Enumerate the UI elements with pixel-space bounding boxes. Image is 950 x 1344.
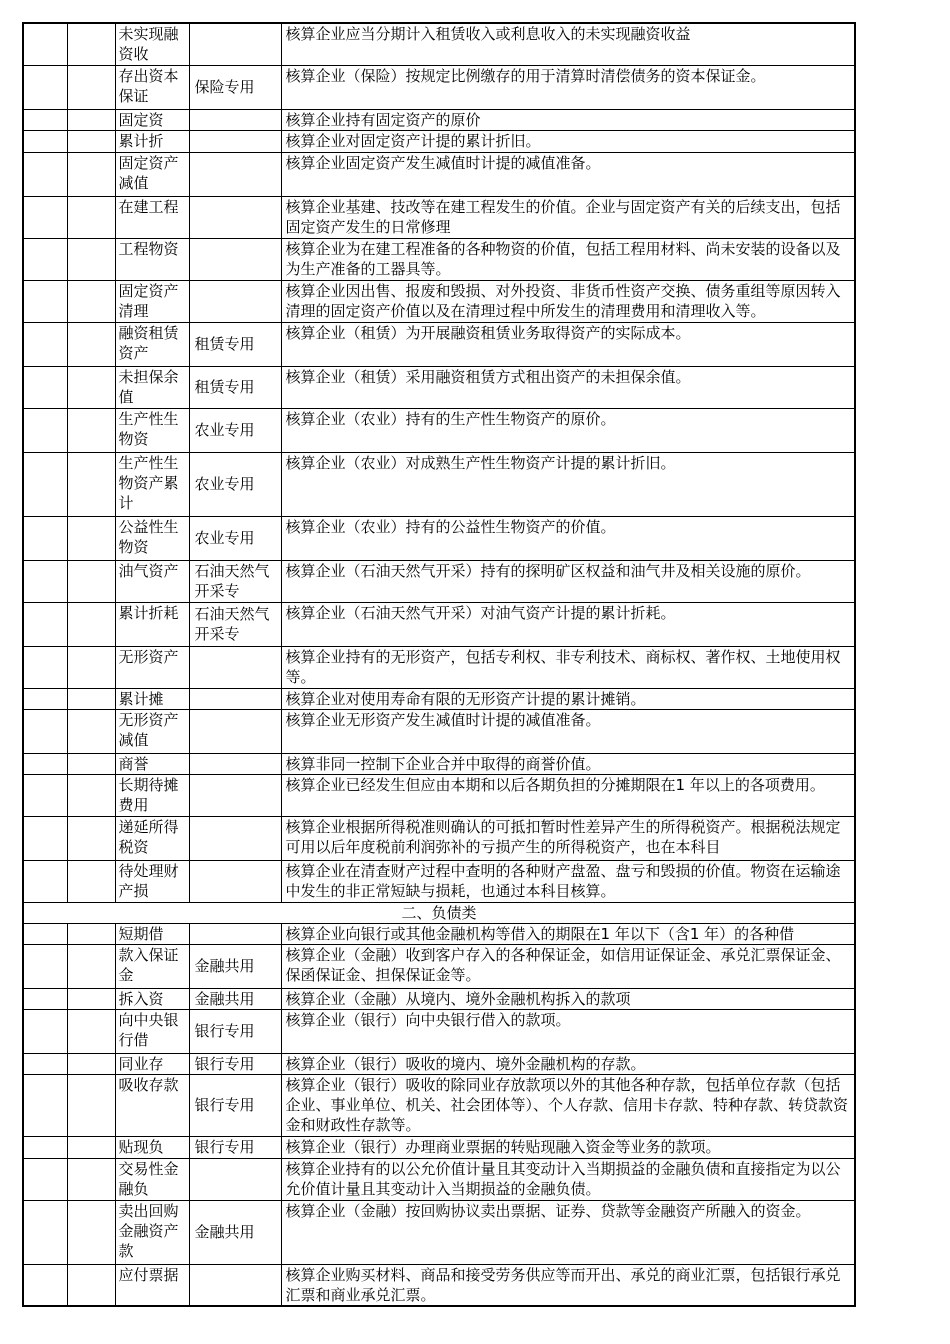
table-row: [23, 109, 855, 130]
asset-rows: [23, 23, 855, 902]
table-row: [23, 688, 855, 709]
account-name-cell: 递延所得税资: [115, 816, 189, 860]
table-row: [23, 23, 855, 65]
usage-note-cell: [189, 1264, 281, 1306]
empty-cell: [67, 923, 115, 944]
empty-cell: [23, 1200, 67, 1264]
table-row: [23, 1158, 855, 1200]
description-cell: 核算企业固定资产发生减值时计提的减值准备。: [281, 152, 855, 196]
table-row: [23, 944, 855, 988]
account-name-cell: 贴现负: [115, 1136, 189, 1158]
table-row: [23, 238, 855, 280]
usage-note-cell: [189, 923, 281, 944]
empty-cell: [23, 516, 67, 560]
table-row: [23, 774, 855, 816]
usage-note-cell: [189, 238, 281, 280]
description-cell: 核算企业（银行）办理商业票据的转贴现融入资金等业务的款项。: [281, 1136, 855, 1158]
empty-cell: [67, 860, 115, 902]
account-name-cell: 待处理财产损: [115, 860, 189, 902]
usage-note-cell: 银行专用: [189, 1053, 281, 1074]
table-row: [23, 988, 855, 1009]
empty-cell: [67, 753, 115, 774]
account-name-cell: 油气资产: [115, 560, 189, 602]
empty-cell: [23, 452, 67, 516]
empty-cell: [23, 130, 67, 152]
empty-cell: [23, 709, 67, 753]
description-cell: 核算企业无形资产发生减值时计提的减值准备。: [281, 709, 855, 753]
empty-cell: [67, 944, 115, 988]
account-name-cell: 同业存: [115, 1053, 189, 1074]
liability-rows: [23, 923, 855, 1306]
empty-cell: [67, 408, 115, 452]
account-name-cell: 累计摊: [115, 688, 189, 709]
description-cell: 核算企业持有固定资产的原价: [281, 109, 855, 130]
empty-cell: [67, 1053, 115, 1074]
empty-cell: [23, 65, 67, 109]
empty-cell: [23, 1053, 67, 1074]
empty-cell: [23, 238, 67, 280]
empty-cell: [67, 196, 115, 238]
empty-cell: [23, 774, 67, 816]
empty-cell: [23, 1264, 67, 1306]
empty-cell: [67, 816, 115, 860]
table-row: [23, 280, 855, 322]
description-cell: 核算企业应当分期计入租赁收入或利息收入的未实现融资收益: [281, 23, 855, 65]
account-name-cell: 固定资: [115, 109, 189, 130]
description-cell: 核算企业向银行或其他金融机构等借入的期限在1 年以下（含1 年）的各种借: [281, 923, 855, 944]
empty-cell: [67, 1264, 115, 1306]
empty-cell: [67, 1200, 115, 1264]
account-name-cell: 长期待摊费用: [115, 774, 189, 816]
empty-cell: [67, 774, 115, 816]
usage-note-cell: [189, 860, 281, 902]
empty-cell: [67, 688, 115, 709]
usage-note-cell: [189, 774, 281, 816]
account-name-cell: 未担保余值: [115, 366, 189, 408]
usage-note-cell: 农业专用: [189, 408, 281, 452]
empty-cell: [67, 152, 115, 196]
table-row: [23, 709, 855, 753]
description-cell: 核算企业（石油天然气开采）持有的探明矿区权益和油气井及相关设施的原价。: [281, 560, 855, 602]
description-cell: 核算企业已经发生但应由本期和以后各期负担的分摊期限在1 年以上的各项费用。: [281, 774, 855, 816]
empty-cell: [67, 1136, 115, 1158]
description-cell: 核算企业购买材料、商品和接受劳务供应等而开出、承兑的商业汇票，包括银行承兑汇票和商业承兑汇票。: [281, 1264, 855, 1306]
account-name-cell: 在建工程: [115, 196, 189, 238]
empty-cell: [67, 1158, 115, 1200]
empty-cell: [67, 709, 115, 753]
usage-note-cell: 石油天然气开采专: [189, 560, 281, 602]
empty-cell: [67, 23, 115, 65]
account-name-cell: 吸收存款: [115, 1074, 189, 1136]
account-name-cell: 无形资产减值: [115, 709, 189, 753]
table-row: [23, 322, 855, 366]
account-name-cell: 固定资产减值: [115, 152, 189, 196]
table-row: [23, 753, 855, 774]
usage-note-cell: 农业专用: [189, 452, 281, 516]
usage-note-cell: [189, 646, 281, 688]
table-row: [23, 1009, 855, 1053]
section-header-group: [23, 902, 855, 923]
usage-note-cell: [189, 709, 281, 753]
empty-cell: [67, 130, 115, 152]
description-cell: 核算企业基建、技改等在建工程发生的价值。企业与固定资产有关的后续支出，包括固定资产发生的日常修理: [281, 196, 855, 238]
empty-cell: [23, 1136, 67, 1158]
description-cell: 核算企业对固定资产计提的累计折旧。: [281, 130, 855, 152]
account-name-cell: 短期借: [115, 923, 189, 944]
account-name-cell: 未实现融资收: [115, 23, 189, 65]
usage-note-cell: [189, 23, 281, 65]
empty-cell: [23, 816, 67, 860]
description-cell: 核算企业对使用寿命有限的无形资产计提的累计摊销。: [281, 688, 855, 709]
empty-cell: [23, 688, 67, 709]
empty-cell: [23, 646, 67, 688]
table-row: [23, 1264, 855, 1306]
table-row: [23, 560, 855, 602]
empty-cell: [67, 109, 115, 130]
empty-cell: [23, 1009, 67, 1053]
account-name-cell: 款入保证金: [115, 944, 189, 988]
account-name-cell: 应付票据: [115, 1264, 189, 1306]
description-cell: 核算企业（金融）从境内、境外金融机构拆入的款项: [281, 988, 855, 1009]
description-cell: 核算企业（农业）对成熟生产性生物资产计提的累计折旧。: [281, 452, 855, 516]
description-cell: 核算企业在清查财产过程中查明的各种财产盘盈、盘亏和毁损的价值。物资在运输途中发生的非正常短缺与损耗，也通过本科目核算。: [281, 860, 855, 902]
description-cell: 核算企业为在建工程准备的各种物资的价值，包括工程用材料、尚未安装的设备以及为生产准备的工器具等。: [281, 238, 855, 280]
description-cell: 核算企业根据所得税准则确认的可抵扣暂时性差异产生的所得税资产。根据税法规定可用以后年度税前利润弥补的亏损产生的所得税资产，也在本科目: [281, 816, 855, 860]
description-cell: 核算企业持有的无形资产，包括专利权、非专利技术、商标权、著作权、土地使用权等。: [281, 646, 855, 688]
description-cell: 核算企业（银行）吸收的境内、境外金融机构的存款。: [281, 1053, 855, 1074]
description-cell: 核算企业（农业）持有的生产性生物资产的原价。: [281, 408, 855, 452]
empty-cell: [23, 109, 67, 130]
usage-note-cell: 金融共用: [189, 988, 281, 1009]
usage-note-cell: [189, 130, 281, 152]
empty-cell: [23, 988, 67, 1009]
description-cell: 核算非同一控制下企业合并中取得的商誉价值。: [281, 753, 855, 774]
empty-cell: [67, 322, 115, 366]
table-row: [23, 923, 855, 944]
empty-cell: [67, 560, 115, 602]
description-cell: 核算企业（租赁）为开展融资租赁业务取得资产的实际成本。: [281, 322, 855, 366]
usage-note-cell: [189, 816, 281, 860]
empty-cell: [67, 65, 115, 109]
account-name-cell: 卖出回购金融资产款: [115, 1200, 189, 1264]
empty-cell: [23, 944, 67, 988]
description-cell: 核算企业（银行）向中央银行借入的款项。: [281, 1009, 855, 1053]
account-name-cell: 生产性生物资产累计: [115, 452, 189, 516]
empty-cell: [67, 238, 115, 280]
table-row: [23, 1074, 855, 1136]
account-name-cell: 存出资本保证: [115, 65, 189, 109]
empty-cell: [67, 602, 115, 646]
table-row: [23, 408, 855, 452]
account-name-cell: 融资租赁资产: [115, 322, 189, 366]
empty-cell: [23, 753, 67, 774]
usage-note-cell: 银行专用: [189, 1074, 281, 1136]
usage-note-cell: [189, 280, 281, 322]
usage-note-cell: 金融共用: [189, 1200, 281, 1264]
account-name-cell: 工程物资: [115, 238, 189, 280]
empty-cell: [23, 196, 67, 238]
table-row: [23, 646, 855, 688]
account-name-cell: 累计折耗: [115, 602, 189, 646]
usage-note-cell: 石油天然气开采专: [189, 602, 281, 646]
description-cell: 核算企业因出售、报废和毁损、对外投资、非货币性资产交换、债务重组等原因转入清理的固定资产价值以及在清理过程中所发生的清理费用和清理收入等。: [281, 280, 855, 322]
empty-cell: [67, 516, 115, 560]
description-cell: 核算企业（金融）按回购协议卖出票据、证券、贷款等金融资产所融入的资金。: [281, 1200, 855, 1264]
section-title: 二、负债类: [23, 902, 855, 923]
description-cell: 核算企业持有的以公允价值计量且其变动计入当期损益的金融负债和直接指定为以公允价值计量且其变动计入当期损益的金融负债。: [281, 1158, 855, 1200]
empty-cell: [23, 923, 67, 944]
account-name-cell: 向中央银行借: [115, 1009, 189, 1053]
account-name-cell: 无形资产: [115, 646, 189, 688]
account-name-cell: 固定资产清理: [115, 280, 189, 322]
description-cell: 核算企业（租赁）采用融资租赁方式租出资产的未担保余值。: [281, 366, 855, 408]
table-row: [23, 65, 855, 109]
empty-cell: [67, 988, 115, 1009]
empty-cell: [23, 602, 67, 646]
empty-cell: [23, 860, 67, 902]
empty-cell: [23, 152, 67, 196]
account-name-cell: 公益性生物资: [115, 516, 189, 560]
empty-cell: [23, 1158, 67, 1200]
table-row: [23, 816, 855, 860]
table-row: [23, 860, 855, 902]
table-row: [23, 602, 855, 646]
usage-note-cell: 银行专用: [189, 1009, 281, 1053]
usage-note-cell: [189, 753, 281, 774]
table-row: [23, 196, 855, 238]
table-row: [23, 152, 855, 196]
empty-cell: [23, 366, 67, 408]
usage-note-cell: 银行专用: [189, 1136, 281, 1158]
table-row: [23, 516, 855, 560]
section-row: [23, 902, 855, 923]
table-row: [23, 1136, 855, 1158]
description-cell: 核算企业（银行）吸收的除同业存放款项以外的其他各种存款，包括单位存款（包括企业、事业单位、机关、社会团体等）、个人存款、信用卡存款、特种存款、转贷款资金和财政性存款等。: [281, 1074, 855, 1136]
empty-cell: [23, 560, 67, 602]
table-row: [23, 452, 855, 516]
empty-cell: [67, 1009, 115, 1053]
empty-cell: [67, 452, 115, 516]
empty-cell: [23, 280, 67, 322]
empty-cell: [67, 646, 115, 688]
usage-note-cell: 租赁专用: [189, 322, 281, 366]
description-cell: 核算企业（保险）按规定比例缴存的用于清算时清偿债务的资本保证金。: [281, 65, 855, 109]
table-row: [23, 130, 855, 152]
empty-cell: [23, 1074, 67, 1136]
usage-note-cell: 农业专用: [189, 516, 281, 560]
table-row: [23, 1200, 855, 1264]
usage-note-cell: [189, 109, 281, 130]
usage-note-cell: 租赁专用: [189, 366, 281, 408]
table-row: [23, 1053, 855, 1074]
description-cell: 核算企业（金融）收到客户存入的各种保证金，如信用证保证金、承兑汇票保证金、保函保证金、担保保证金等。: [281, 944, 855, 988]
usage-note-cell: [189, 196, 281, 238]
table-row: [23, 366, 855, 408]
description-cell: 核算企业（石油天然气开采）对油气资产计提的累计折耗。: [281, 602, 855, 646]
usage-note-cell: 保险专用: [189, 65, 281, 109]
empty-cell: [23, 408, 67, 452]
empty-cell: [67, 366, 115, 408]
account-name-cell: 累计折: [115, 130, 189, 152]
usage-note-cell: 金融共用: [189, 944, 281, 988]
usage-note-cell: [189, 1158, 281, 1200]
description-cell: 核算企业（农业）持有的公益性生物资产的价值。: [281, 516, 855, 560]
usage-note-cell: [189, 152, 281, 196]
empty-cell: [67, 1074, 115, 1136]
empty-cell: [67, 280, 115, 322]
account-name-cell: 交易性金融负: [115, 1158, 189, 1200]
account-name-cell: 生产性生物资: [115, 408, 189, 452]
empty-cell: [23, 322, 67, 366]
account-name-cell: 拆入资: [115, 988, 189, 1009]
usage-note-cell: [189, 688, 281, 709]
account-table: [22, 22, 856, 1307]
account-name-cell: 商誉: [115, 753, 189, 774]
empty-cell: [23, 23, 67, 65]
